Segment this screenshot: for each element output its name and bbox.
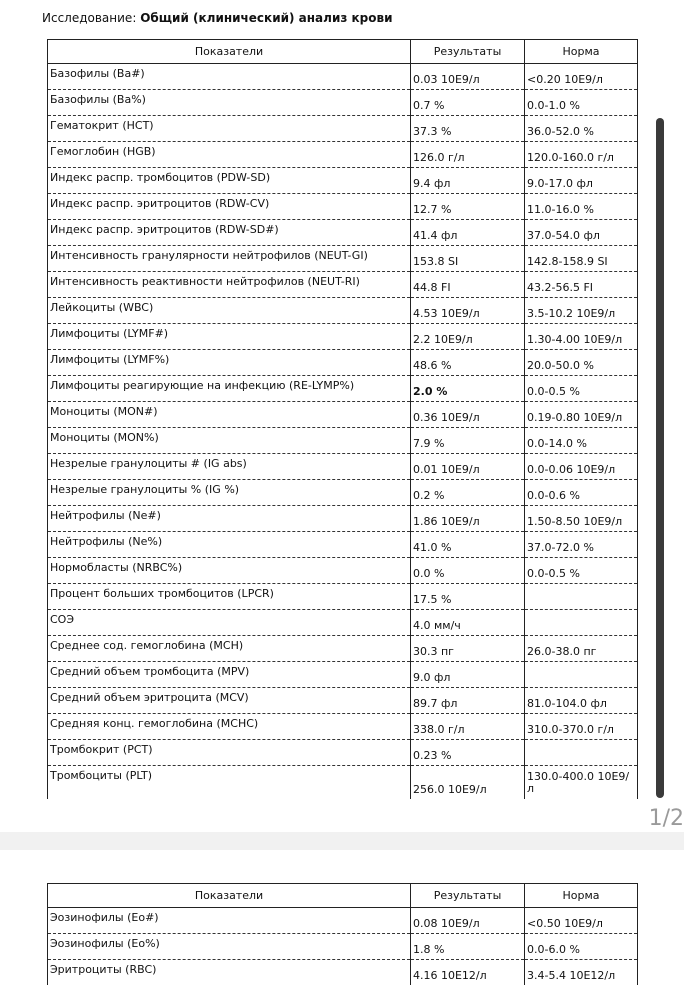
param-name: Лимфоциты (LYMF%) xyxy=(48,350,411,376)
param-name: Лимфоциты (LYMF#) xyxy=(48,324,411,350)
table-row xyxy=(48,714,638,740)
table-row xyxy=(48,636,638,662)
table-row xyxy=(48,610,638,636)
param-name: Гематокрит (HCT) xyxy=(48,116,411,142)
table-row xyxy=(48,558,638,584)
result-value: 1.8 % xyxy=(411,934,525,960)
table-header-row xyxy=(48,884,638,908)
result-value: 153.8 SI xyxy=(411,246,525,272)
param-name: Моноциты (MON%) xyxy=(48,428,411,454)
result-value: 2.2 10E9/л xyxy=(411,324,525,350)
param-name: Лимфоциты реагирующие на инфекцию (RE-LYMP%) xyxy=(48,376,411,402)
table-row xyxy=(48,298,638,324)
table-header-row xyxy=(48,40,638,64)
norm-range: 0.0-6.0 % xyxy=(525,934,638,960)
result-value: 126.0 г/л xyxy=(411,142,525,168)
header-param: Показатели xyxy=(48,884,411,908)
table-row xyxy=(48,194,638,220)
result-value: 4.16 10E12/л xyxy=(411,960,525,986)
table-row xyxy=(48,220,638,246)
result-value: 0.03 10E9/л xyxy=(411,64,525,90)
result-value: 4.0 мм/ч xyxy=(411,610,525,636)
header-result: Результаты xyxy=(411,884,525,908)
result-value: 0.23 % xyxy=(411,740,525,766)
table-row xyxy=(48,960,638,986)
table-row xyxy=(48,376,638,402)
table-row xyxy=(48,90,638,116)
result-value: 17.5 % xyxy=(411,584,525,610)
result-value: 0.36 10E9/л xyxy=(411,402,525,428)
table-row xyxy=(48,272,638,298)
norm-range: 0.0-1.0 % xyxy=(525,90,638,116)
param-name: Интенсивность реактивности нейтрофилов (NEUT-RI) xyxy=(48,272,411,298)
norm-range: 0.19-0.80 10E9/л xyxy=(525,402,638,428)
param-name: Индекс распр. тромбоцитов (PDW-SD) xyxy=(48,168,411,194)
page-separator xyxy=(0,832,684,850)
table-row xyxy=(48,142,638,168)
study-name: Общий (клинический) анализ крови xyxy=(140,11,393,25)
table-row xyxy=(48,506,638,532)
results-table-page-2 xyxy=(47,883,638,985)
param-name: Средний объем эритроцита (MCV) xyxy=(48,688,411,714)
norm-range xyxy=(525,584,638,610)
param-name: Индекс распр. эритроцитов (RDW-SD#) xyxy=(48,220,411,246)
result-value: 41.0 % xyxy=(411,532,525,558)
norm-range: <0.50 10E9/л xyxy=(525,908,638,934)
param-name: Эритроциты (RBC) xyxy=(48,960,411,986)
result-value: 89.7 фл xyxy=(411,688,525,714)
result-value: 48.6 % xyxy=(411,350,525,376)
param-name: СОЭ xyxy=(48,610,411,636)
table-row xyxy=(48,584,638,610)
norm-range: 3.5-10.2 10E9/л xyxy=(525,298,638,324)
param-name: Незрелые гранулоциты # (IG abs) xyxy=(48,454,411,480)
study-title xyxy=(42,11,392,25)
norm-range: 0.0-0.6 % xyxy=(525,480,638,506)
param-name: Индекс распр. эритроцитов (RDW-CV) xyxy=(48,194,411,220)
table-row xyxy=(48,766,638,800)
table-row xyxy=(48,428,638,454)
table-row xyxy=(48,480,638,506)
norm-range: 0.0-0.5 % xyxy=(525,376,638,402)
result-value: 0.08 10E9/л xyxy=(411,908,525,934)
norm-range: 0.0-0.5 % xyxy=(525,558,638,584)
norm-range: 37.0-54.0 фл xyxy=(525,220,638,246)
table-row xyxy=(48,688,638,714)
norm-range: <0.20 10E9/л xyxy=(525,64,638,90)
param-name: Незрелые гранулоциты % (IG %) xyxy=(48,480,411,506)
table-row xyxy=(48,350,638,376)
result-value: 9.4 фл xyxy=(411,168,525,194)
norm-range: 120.0-160.0 г/л xyxy=(525,142,638,168)
param-name: Моноциты (MON#) xyxy=(48,402,411,428)
result-value: 12.7 % xyxy=(411,194,525,220)
table-row xyxy=(48,246,638,272)
result-value: 30.3 пг xyxy=(411,636,525,662)
norm-range: 1.50-8.50 10E9/л xyxy=(525,506,638,532)
param-name: Процент больших тромбоцитов (LPCR) xyxy=(48,584,411,610)
study-label: Исследование: xyxy=(42,11,137,25)
norm-range: 310.0-370.0 г/л xyxy=(525,714,638,740)
norm-range: 20.0-50.0 % xyxy=(525,350,638,376)
norm-range: 81.0-104.0 фл xyxy=(525,688,638,714)
result-value: 0.0 % xyxy=(411,558,525,584)
result-value: 44.8 FI xyxy=(411,272,525,298)
param-name: Лейкоциты (WBC) xyxy=(48,298,411,324)
norm-range: 9.0-17.0 фл xyxy=(525,168,638,194)
param-name: Базофилы (Ba#) xyxy=(48,64,411,90)
header-norm: Норма xyxy=(525,884,638,908)
norm-range: 43.2-56.5 FI xyxy=(525,272,638,298)
result-value: 256.0 10E9/л xyxy=(411,766,525,800)
table-row xyxy=(48,402,638,428)
result-value: 0.7 % xyxy=(411,90,525,116)
param-name: Эозинофилы (Eo%) xyxy=(48,934,411,960)
result-value: 2.0 % xyxy=(411,376,525,402)
header-norm: Норма xyxy=(525,40,638,64)
norm-range: 37.0-72.0 % xyxy=(525,532,638,558)
param-name: Интенсивность гранулярности нейтрофилов (NEUT-GI) xyxy=(48,246,411,272)
result-value: 7.9 % xyxy=(411,428,525,454)
table-row xyxy=(48,454,638,480)
header-param: Показатели xyxy=(48,40,411,64)
result-value: 1.86 10E9/л xyxy=(411,506,525,532)
param-name: Средняя конц. гемоглобина (MCHC) xyxy=(48,714,411,740)
result-value: 37.3 % xyxy=(411,116,525,142)
norm-range: 3.4-5.4 10E12/л xyxy=(525,960,638,986)
table-row xyxy=(48,740,638,766)
param-name: Эозинофилы (Eo#) xyxy=(48,908,411,934)
param-name: Средний объем тромбоцита (MPV) xyxy=(48,662,411,688)
norm-range: 130.0-400.0 10E9/л xyxy=(525,766,638,800)
result-value: 9.0 фл xyxy=(411,662,525,688)
table-row xyxy=(48,116,638,142)
param-name: Нейтрофилы (Ne#) xyxy=(48,506,411,532)
param-name: Тромбокрит (PCT) xyxy=(48,740,411,766)
norm-range: 1.30-4.00 10E9/л xyxy=(525,324,638,350)
norm-range xyxy=(525,610,638,636)
norm-range: 0.0-14.0 % xyxy=(525,428,638,454)
norm-range: 142.8-158.9 SI xyxy=(525,246,638,272)
result-value: 4.53 10E9/л xyxy=(411,298,525,324)
table-row xyxy=(48,934,638,960)
table-row xyxy=(48,64,638,90)
norm-range: 36.0-52.0 % xyxy=(525,116,638,142)
table-row xyxy=(48,908,638,934)
norm-range xyxy=(525,662,638,688)
scrollbar[interactable] xyxy=(656,118,664,798)
norm-range xyxy=(525,740,638,766)
result-value: 0.2 % xyxy=(411,480,525,506)
result-value: 0.01 10E9/л xyxy=(411,454,525,480)
norm-range: 0.0-0.06 10E9/л xyxy=(525,454,638,480)
param-name: Нормобласты (NRBC%) xyxy=(48,558,411,584)
table-row xyxy=(48,662,638,688)
table-row xyxy=(48,532,638,558)
page-indicator: 1/2 xyxy=(648,806,684,831)
results-table-page-1 xyxy=(47,39,638,799)
param-name: Нейтрофилы (Ne%) xyxy=(48,532,411,558)
table-row xyxy=(48,324,638,350)
param-name: Базофилы (Ba%) xyxy=(48,90,411,116)
param-name: Гемоглобин (HGB) xyxy=(48,142,411,168)
result-value: 338.0 г/л xyxy=(411,714,525,740)
norm-range: 26.0-38.0 пг xyxy=(525,636,638,662)
result-value: 41.4 фл xyxy=(411,220,525,246)
header-result: Результаты xyxy=(411,40,525,64)
table-row xyxy=(48,168,638,194)
param-name: Среднее сод. гемоглобина (MCH) xyxy=(48,636,411,662)
param-name: Тромбоциты (PLT) xyxy=(48,766,411,800)
norm-range: 11.0-16.0 % xyxy=(525,194,638,220)
